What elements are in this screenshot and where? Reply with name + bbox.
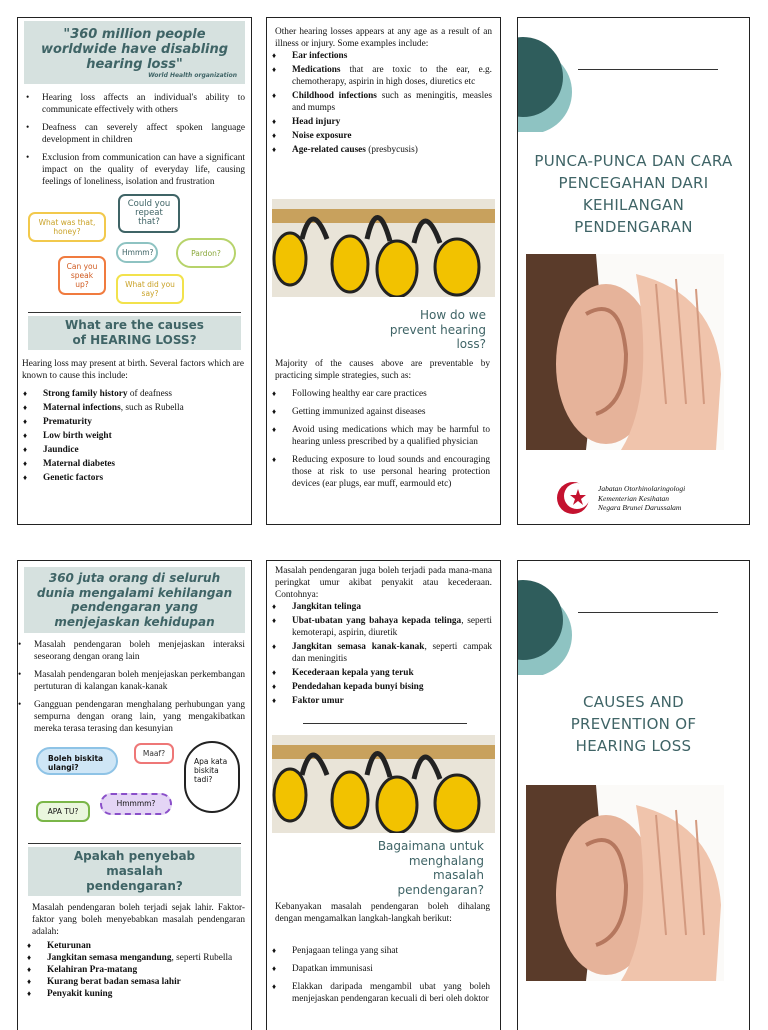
list-item: ♦ Pendedahan kepada bunyi bising: [267, 681, 492, 693]
list-item: ♦ Reducing exposure to loud sounds and encouraging those at risk to use personal hearing protection devices (ear plugs, ear muff, earmould etc): [267, 454, 490, 490]
en-prevent-list: [267, 388, 490, 492]
list-item: ♦ Maternal diabetes: [18, 458, 247, 470]
list-item: ♦ Jangkitan telinga: [267, 601, 492, 613]
ms-causes-heading: Apakah penyebab masalah pendengaran?: [28, 847, 241, 896]
list-item: ♦ Elakkan daripada mengambil ubat yang boleh menjejaskan pendengaran kecuali di beri oleh doktor: [267, 981, 490, 1005]
ms-quote-box: 360 juta orang di seluruh dunia mengalami kehilangan pendengaran yang menjejaskan kehidupan: [24, 567, 245, 633]
ms-causes-list: [22, 940, 245, 1000]
en-panel-cover: [517, 17, 750, 525]
en-causes-intro: Hearing loss may present at birth. Several factors which are known to cause this include:: [22, 359, 245, 381]
ear-muffs-photo: [272, 199, 495, 297]
speech-bubble: Could you repeat that?: [118, 194, 180, 233]
ms-intro-bullets: [17, 639, 245, 735]
en-panel-middle: [266, 17, 501, 525]
en-other-list: [267, 50, 492, 156]
list-item: ♦ Medications that are toxic to the ear, e.g. chemotherapy, aspirin in high doses, diuretics etc: [267, 64, 492, 88]
list-item: • Deafness can severely affect spoken language development in children: [20, 122, 245, 146]
divider: [578, 612, 718, 613]
list-item: ♦ Jangkitan semasa mengandung, seperti Rubella: [22, 952, 245, 964]
list-item: ♦ Low birth weight: [18, 430, 247, 442]
list-item: ♦ Ear infections: [267, 50, 492, 62]
speech-bubble: APA TU?: [36, 801, 90, 822]
divider: [28, 843, 241, 844]
list-item: ♦ Childhood infections such as meningitis, measles and mumps: [267, 90, 492, 114]
ms-other-intro: Masalah pendengaran juga boleh terjadi pada mana-mana peringkat umur akibat penyakit atau kecederaan. Contohnya:: [275, 566, 492, 600]
en-prevent-heading: How do we prevent hearing loss?: [389, 308, 486, 351]
en-speech-bubbles: [18, 194, 251, 304]
divider: [303, 723, 467, 724]
list-item: ♦ Avoid using medications which may be harmful to hearing unless prescribed by a qualified physician: [267, 424, 490, 448]
speech-bubble: Hmmm?: [116, 242, 158, 263]
ms-panel-cover: [517, 560, 750, 1030]
en-cover-title: PUNCA-PUNCA DAN CARA PENCEGAHAN DARI KEHILANGAN PENDENGARAN: [534, 152, 733, 236]
hand-ear-photo: [526, 785, 724, 981]
speech-bubble: What did you say?: [116, 274, 184, 304]
en-causes-heading: What are the causes of HEARING LOSS?: [28, 316, 241, 350]
en-quote-box: [24, 21, 245, 84]
en-quote-text: "360 million people worldwide have disabling hearing loss": [40, 27, 229, 72]
en-panel-left: [17, 17, 252, 525]
speech-bubble: What was that, honey?: [28, 212, 106, 242]
ms-cover-title: CAUSES AND PREVENTION OF HEARING LOSS: [570, 693, 697, 755]
list-item: ♦ Kurang berat badan semasa lahir: [22, 976, 245, 988]
list-item: • Masalah pendengaran boleh menjejaskan perkembangan pertuturan di kalangan kanak-kanak: [17, 669, 245, 693]
list-item: ♦ Kecederaan kepala yang teruk: [267, 667, 492, 679]
list-item: ♦ Genetic factors: [18, 472, 247, 484]
list-item: ♦ Kelahiran Pra-matang: [22, 964, 245, 976]
list-item: ♦ Keturunan: [22, 940, 245, 952]
list-item: ♦ Age-related causes (presbycusis): [267, 144, 492, 156]
department-line: Negara Brunei Darussalam: [598, 503, 682, 512]
en-other-intro: Other hearing losses appears at any age as a result of an illness or injury. Some examples include:: [275, 27, 492, 49]
ms-causes-intro: Masalah pendengaran boleh terjadi sejak lahir. Faktor-faktor yang boleh menyebabkan masalah pendengaran adalah:: [32, 903, 245, 937]
list-item: ♦ Ubat-ubatan yang bahaya kepada telinga, seperti kemoterapi, aspirin, diuretik: [267, 615, 492, 639]
list-item: ♦ Faktor umur: [267, 695, 492, 707]
en-intro-bullets: [20, 92, 245, 188]
kkbrunei-logo: [556, 481, 590, 515]
hand-ear-photo: [526, 254, 724, 450]
list-item: ♦ Jangkitan semasa kanak-kanak, seperti campak dan meningitis: [267, 641, 492, 665]
speech-bubble: Boleh biskita ulangi?: [36, 747, 118, 775]
ms-panel-left: [17, 560, 252, 1030]
divider: [28, 312, 241, 313]
list-item: ♦ Penyakit kuning: [22, 988, 245, 1000]
speech-bubble: Can you speak up?: [58, 256, 106, 295]
list-item: • Exclusion from communication can have a significant impact on the quality of everyday life, causing feelings of loneliness, isolation and frustration: [20, 152, 245, 188]
ms-speech-bubbles: [18, 739, 251, 839]
list-item: ♦ Maternal infections, such as Rubella: [18, 402, 247, 414]
decorative-circles: [518, 575, 578, 675]
speech-bubble: Pardon?: [176, 238, 236, 268]
department-line: Kementerian Kesihatan: [598, 493, 670, 503]
speech-bubble: Maaf?: [134, 743, 174, 764]
list-item: ♦ Penjagaan telinga yang sihat: [267, 945, 490, 957]
list-item: ♦ Strong family history of deafness: [18, 388, 247, 400]
en-quote-source: World Health organization: [148, 72, 237, 79]
divider: [578, 69, 718, 70]
decorative-circles: [518, 32, 578, 132]
list-item: • Gangguan pendengaran menghalang perhubungan yang sempurna dengan orang lain, yang mengakibatkan mereka terasa terasing dan kesunyian: [17, 699, 245, 735]
ms-other-list: [267, 601, 492, 707]
en-causes-list: [18, 388, 247, 484]
list-item: ♦ Prematurity: [18, 416, 247, 428]
en-prevent-intro: Majority of the causes above are preventable by practicing simple strategies, such as:: [275, 359, 490, 381]
list-item: ♦ Following healthy ear care practices: [267, 388, 490, 400]
list-item: • Masalah pendengaran boleh menjejaskan interaksi seseorang dengan orang lain: [17, 639, 245, 663]
list-item: ♦ Jaundice: [18, 444, 247, 456]
department-name: [598, 484, 685, 513]
list-item: ♦ Dapatkan immunisasi: [267, 963, 490, 975]
list-item: ♦ Head injury: [267, 116, 492, 128]
list-item: • Hearing loss affects an individual's ability to communicate effectively with others: [20, 92, 245, 116]
speech-bubble: Apa kata biskita tadi?: [184, 741, 240, 813]
ms-prevent-heading: Bagaimana untuk menghalang masalah pendengaran?: [377, 839, 484, 897]
ms-prevent-list: [267, 945, 490, 1007]
ms-prevent-intro: Kebanyakan masalah pendengaran boleh dihalang dengan mengamalkan langkah-langkah berikut:: [275, 902, 490, 924]
speech-bubble: Hmmmm?: [100, 793, 172, 815]
ear-muffs-photo: [272, 735, 495, 833]
list-item: ♦ Noise exposure: [267, 130, 492, 142]
list-item: ♦ Getting immunized against diseases: [267, 406, 490, 418]
ms-panel-middle: [266, 560, 501, 1030]
department-line: Jabatan Otorhinolaringologi: [598, 484, 686, 493]
